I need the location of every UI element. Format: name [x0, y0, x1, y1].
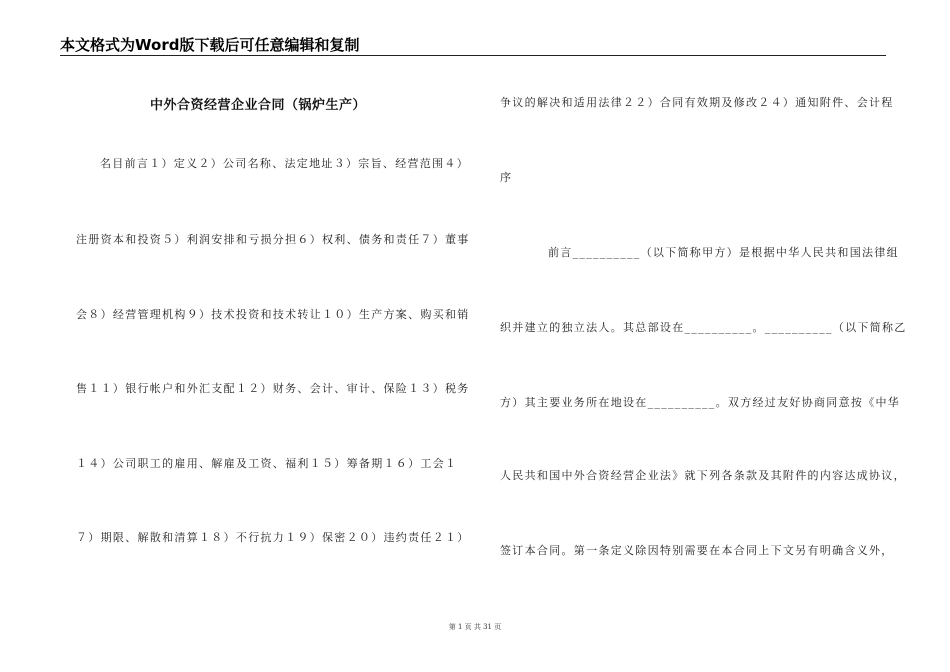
- left-line-2: 注册资本和投资５）利润安排和亏损分担６）权利、债务和责任７）董事: [76, 233, 470, 246]
- left-line-4: 售１１）银行帐户和外汇支配１２）财务、会计、审计、保险１３）税务: [76, 382, 470, 395]
- right-line-2: 序: [500, 171, 513, 184]
- left-line-1: 名目前言１）定义２）公司名称、法定地址３）宗旨、经营范围４）: [100, 157, 469, 170]
- right-line-7: 签订本合同。第一条定义除因特别需要在本合同上下文另有明确含义外，: [500, 544, 894, 557]
- document-title: 中外合资经营企业合同（锅炉生产）: [150, 98, 367, 113]
- right-line-6: 人民共和国中外合资经营企业法》就下列各条款及其附件的内容达成协议，: [500, 469, 906, 482]
- document-banner: 本文格式为Word版下载后可任意编辑和复制: [60, 36, 360, 54]
- right-line-1: 争议的解决和适用法律２２）合同有效期及修改２４）通知附件、会计程: [500, 96, 894, 109]
- right-line-5: 方）其主要业务所在地设在__________。双方经过友好协商同意按《中华: [500, 396, 901, 409]
- left-line-3: 会８）经营管理机构９）技术投资和技术转让１０）生产方案、购买和销: [76, 308, 470, 321]
- page-number: 第 1 页 共 31 页: [448, 623, 502, 631]
- header-divider: [60, 55, 886, 56]
- right-line-3: 前言__________（以下简称甲方）是根据中华人民共和国法律组: [548, 246, 899, 259]
- left-line-6: ７）期限、解散和清算１８）不行抗力１９）保密２０）违约责任２１）: [76, 531, 470, 544]
- right-line-4: 织并建立的独立法人。其总部设在__________。__________（以下简称乙: [500, 321, 907, 334]
- left-line-5: １４）公司职工的雇用、解雇及工资、福利１５）筹备期１６）工会１: [76, 457, 458, 470]
